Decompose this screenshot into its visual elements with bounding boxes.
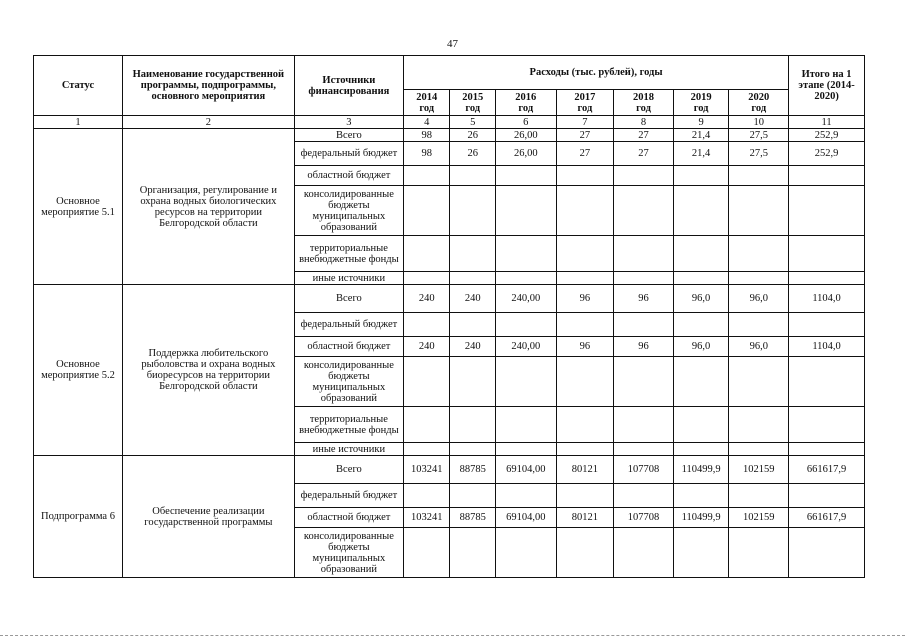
year-value-cell: 96,0 bbox=[673, 285, 729, 313]
funding-source-cell: областной бюджет bbox=[294, 508, 403, 528]
year-value-cell bbox=[450, 166, 495, 186]
year-value-cell bbox=[614, 484, 674, 508]
year-value-cell bbox=[614, 236, 674, 272]
funding-source-cell: областной бюджет bbox=[294, 166, 403, 186]
year-value-cell bbox=[450, 186, 495, 236]
year-value-cell bbox=[450, 407, 495, 443]
status-cell: Основное мероприятие 5.2 bbox=[34, 285, 123, 456]
year-value-cell bbox=[729, 166, 789, 186]
year-value-cell bbox=[556, 166, 614, 186]
year-value-cell bbox=[450, 313, 495, 337]
column-number: 7 bbox=[556, 116, 614, 129]
header-year-label: 2016 bbox=[515, 91, 537, 103]
header-year-2018 bbox=[614, 90, 674, 116]
year-value-cell bbox=[673, 484, 729, 508]
year-value-cell: 21,4 bbox=[673, 142, 729, 166]
year-value-cell bbox=[403, 484, 449, 508]
year-value-cell bbox=[729, 236, 789, 272]
funding-source-cell: федеральный бюджет bbox=[294, 313, 403, 337]
year-value-cell bbox=[495, 443, 556, 456]
year-value-cell bbox=[556, 313, 614, 337]
year-value-cell bbox=[495, 357, 556, 407]
year-value-cell: 98 bbox=[403, 142, 449, 166]
column-number: 4 bbox=[403, 116, 449, 129]
year-value-cell bbox=[495, 236, 556, 272]
year-value-cell bbox=[673, 166, 729, 186]
year-value-cell bbox=[614, 407, 674, 443]
funding-source-cell: Всего bbox=[294, 456, 403, 484]
year-value-cell bbox=[495, 272, 556, 285]
year-value-cell bbox=[673, 313, 729, 337]
year-value-cell bbox=[403, 166, 449, 186]
table-body bbox=[34, 129, 865, 578]
year-value-cell bbox=[403, 407, 449, 443]
year-value-cell bbox=[614, 357, 674, 407]
year-value-cell bbox=[614, 528, 674, 578]
year-value-cell: 240 bbox=[403, 337, 449, 357]
year-value-cell bbox=[673, 272, 729, 285]
total-value-cell: 252,9 bbox=[789, 142, 865, 166]
year-value-cell bbox=[729, 357, 789, 407]
year-value-cell: 27 bbox=[556, 129, 614, 142]
year-value-cell bbox=[614, 313, 674, 337]
year-value-cell: 96 bbox=[556, 337, 614, 357]
header-year-label: 2015 bbox=[462, 91, 484, 103]
status-cell: Подпрограмма 6 bbox=[34, 456, 123, 578]
header-year-label: 2020 bbox=[748, 91, 770, 103]
total-value-cell: 1104,0 bbox=[789, 337, 865, 357]
year-value-cell: 96 bbox=[614, 337, 674, 357]
total-value-cell bbox=[789, 166, 865, 186]
year-value-cell: 80121 bbox=[556, 508, 614, 528]
year-value-cell: 26 bbox=[450, 129, 495, 142]
year-value-cell bbox=[403, 357, 449, 407]
year-value-cell bbox=[673, 186, 729, 236]
year-value-cell: 21,4 bbox=[673, 129, 729, 142]
funding-source-cell: территориальные внебюджетные фонды bbox=[294, 407, 403, 443]
table-row bbox=[34, 285, 865, 313]
page-bottom-divider bbox=[0, 635, 905, 636]
column-number: 6 bbox=[495, 116, 556, 129]
year-value-cell: 240 bbox=[403, 285, 449, 313]
year-value-cell bbox=[729, 443, 789, 456]
year-value-cell bbox=[556, 236, 614, 272]
year-value-cell bbox=[495, 186, 556, 236]
year-value-cell bbox=[614, 272, 674, 285]
table-row bbox=[34, 129, 865, 142]
year-value-cell: 26,00 bbox=[495, 129, 556, 142]
year-value-cell bbox=[729, 407, 789, 443]
total-value-cell bbox=[789, 186, 865, 236]
column-numbers-row bbox=[34, 116, 865, 129]
year-value-cell: 102159 bbox=[729, 456, 789, 484]
year-value-cell: 96 bbox=[614, 285, 674, 313]
year-value-cell bbox=[450, 443, 495, 456]
header-year-label: 2018 bbox=[633, 91, 654, 103]
funding-source-cell: консолидированные бюджеты муниципальных образований bbox=[294, 357, 403, 407]
year-value-cell bbox=[403, 528, 449, 578]
header-year-unit: год bbox=[636, 102, 651, 114]
year-value-cell bbox=[450, 236, 495, 272]
year-value-cell bbox=[614, 186, 674, 236]
column-number: 8 bbox=[614, 116, 674, 129]
column-number: 5 bbox=[450, 116, 495, 129]
year-value-cell bbox=[729, 186, 789, 236]
year-value-cell: 107708 bbox=[614, 508, 674, 528]
year-value-cell bbox=[614, 443, 674, 456]
year-value-cell: 240,00 bbox=[495, 337, 556, 357]
header-year-label: 2017 bbox=[574, 91, 596, 103]
year-value-cell bbox=[729, 484, 789, 508]
header-year-2015 bbox=[450, 90, 495, 116]
year-value-cell bbox=[729, 313, 789, 337]
funding-source-cell: федеральный бюджет bbox=[294, 484, 403, 508]
year-value-cell: 27 bbox=[614, 142, 674, 166]
total-value-cell: 661617,9 bbox=[789, 508, 865, 528]
header-total: Итого на 1 этапе (2014-2020) bbox=[789, 56, 865, 116]
budget-table bbox=[33, 55, 865, 578]
header-year-2017 bbox=[556, 90, 614, 116]
funding-source-cell: Всего bbox=[294, 129, 403, 142]
header-year-label: 2014 bbox=[416, 91, 438, 103]
year-value-cell: 27,5 bbox=[729, 129, 789, 142]
year-value-cell bbox=[673, 407, 729, 443]
year-value-cell bbox=[403, 313, 449, 337]
year-value-cell bbox=[614, 166, 674, 186]
year-value-cell: 98 bbox=[403, 129, 449, 142]
year-value-cell: 88785 bbox=[450, 508, 495, 528]
header-year-2016 bbox=[495, 90, 556, 116]
column-number: 11 bbox=[789, 116, 865, 129]
total-value-cell bbox=[789, 357, 865, 407]
funding-source-cell: федеральный бюджет bbox=[294, 142, 403, 166]
funding-source-cell: Всего bbox=[294, 285, 403, 313]
year-value-cell: 240 bbox=[450, 285, 495, 313]
total-value-cell bbox=[789, 313, 865, 337]
header-year-unit: год bbox=[577, 102, 593, 114]
year-value-cell bbox=[450, 484, 495, 508]
header-year-unit: год bbox=[751, 102, 767, 114]
year-value-cell: 26,00 bbox=[495, 142, 556, 166]
year-value-cell: 96,0 bbox=[729, 337, 789, 357]
year-value-cell: 96,0 bbox=[673, 337, 729, 357]
year-value-cell: 110499,9 bbox=[673, 508, 729, 528]
total-value-cell: 1104,0 bbox=[789, 285, 865, 313]
year-value-cell bbox=[673, 236, 729, 272]
header-year-unit: год bbox=[419, 102, 435, 114]
header-year-2020 bbox=[729, 90, 789, 116]
funding-source-cell: областной бюджет bbox=[294, 337, 403, 357]
year-value-cell bbox=[495, 484, 556, 508]
total-value-cell bbox=[789, 272, 865, 285]
year-value-cell: 102159 bbox=[729, 508, 789, 528]
year-value-cell bbox=[495, 528, 556, 578]
total-value-cell bbox=[789, 484, 865, 508]
header-year-unit: год bbox=[518, 102, 534, 114]
year-value-cell: 103241 bbox=[403, 456, 449, 484]
total-value-cell: 252,9 bbox=[789, 129, 865, 142]
year-value-cell: 240,00 bbox=[495, 285, 556, 313]
total-value-cell bbox=[789, 236, 865, 272]
year-value-cell bbox=[556, 357, 614, 407]
header-year-unit: год bbox=[693, 102, 709, 114]
year-value-cell bbox=[403, 272, 449, 285]
year-value-cell: 88785 bbox=[450, 456, 495, 484]
header-status: Статус bbox=[34, 56, 123, 116]
year-value-cell: 110499,9 bbox=[673, 456, 729, 484]
funding-source-cell: консолидированные бюджеты муниципальных образований bbox=[294, 186, 403, 236]
year-value-cell: 103241 bbox=[403, 508, 449, 528]
column-number: 2 bbox=[122, 116, 294, 129]
year-value-cell: 107708 bbox=[614, 456, 674, 484]
year-value-cell bbox=[450, 272, 495, 285]
year-value-cell: 27 bbox=[556, 142, 614, 166]
column-number: 10 bbox=[729, 116, 789, 129]
header-expenses: Расходы (тыс. рублей), годы bbox=[403, 56, 788, 90]
year-value-cell bbox=[556, 186, 614, 236]
header-sources: Источники финансирования bbox=[294, 56, 403, 116]
year-value-cell: 27 bbox=[614, 129, 674, 142]
funding-source-cell: консолидированные бюджеты муниципальных образований bbox=[294, 528, 403, 578]
funding-source-cell: территориальные внебюджетные фонды bbox=[294, 236, 403, 272]
header-year-2019 bbox=[673, 90, 729, 116]
column-number: 1 bbox=[34, 116, 123, 129]
funding-source-cell: иные источники bbox=[294, 272, 403, 285]
year-value-cell bbox=[556, 484, 614, 508]
year-value-cell bbox=[729, 272, 789, 285]
year-value-cell: 69104,00 bbox=[495, 456, 556, 484]
header-year-unit: год bbox=[465, 102, 481, 114]
year-value-cell bbox=[556, 407, 614, 443]
table-row bbox=[34, 456, 865, 484]
column-number: 3 bbox=[294, 116, 403, 129]
total-value-cell bbox=[789, 443, 865, 456]
year-value-cell bbox=[495, 313, 556, 337]
year-value-cell: 69104,00 bbox=[495, 508, 556, 528]
year-value-cell bbox=[450, 357, 495, 407]
year-value-cell: 26 bbox=[450, 142, 495, 166]
header-year-2014 bbox=[403, 90, 449, 116]
year-value-cell bbox=[673, 528, 729, 578]
total-value-cell: 661617,9 bbox=[789, 456, 865, 484]
program-name-cell: Организация, регулирование и охрана водных биологических ресурсов на территории Белгородской области bbox=[122, 129, 294, 285]
program-name-cell: Поддержка любительского рыболовства и охрана водных биоресурсов на территории Белгородской области bbox=[122, 285, 294, 456]
year-value-cell: 240 bbox=[450, 337, 495, 357]
year-value-cell bbox=[673, 357, 729, 407]
year-value-cell bbox=[403, 236, 449, 272]
year-value-cell bbox=[673, 443, 729, 456]
year-value-cell: 96 bbox=[556, 285, 614, 313]
year-value-cell bbox=[556, 528, 614, 578]
year-value-cell bbox=[403, 443, 449, 456]
total-value-cell bbox=[789, 407, 865, 443]
year-value-cell: 80121 bbox=[556, 456, 614, 484]
year-value-cell bbox=[403, 186, 449, 236]
year-value-cell bbox=[495, 407, 556, 443]
funding-source-cell: иные источники bbox=[294, 443, 403, 456]
program-name-cell: Обеспечение реализации государственной программы bbox=[122, 456, 294, 578]
year-value-cell: 27,5 bbox=[729, 142, 789, 166]
page-number: 47 bbox=[447, 38, 458, 50]
header-name: Наименование государственной программы, подпрограммы, основного мероприятия bbox=[122, 56, 294, 116]
total-value-cell bbox=[789, 528, 865, 578]
header-year-label: 2019 bbox=[690, 91, 712, 103]
year-value-cell bbox=[495, 166, 556, 186]
year-value-cell bbox=[556, 443, 614, 456]
year-value-cell bbox=[556, 272, 614, 285]
year-value-cell bbox=[450, 528, 495, 578]
year-value-cell: 96,0 bbox=[729, 285, 789, 313]
status-cell: Основное мероприятие 5.1 bbox=[34, 129, 123, 285]
column-number: 9 bbox=[673, 116, 729, 129]
year-value-cell bbox=[729, 528, 789, 578]
